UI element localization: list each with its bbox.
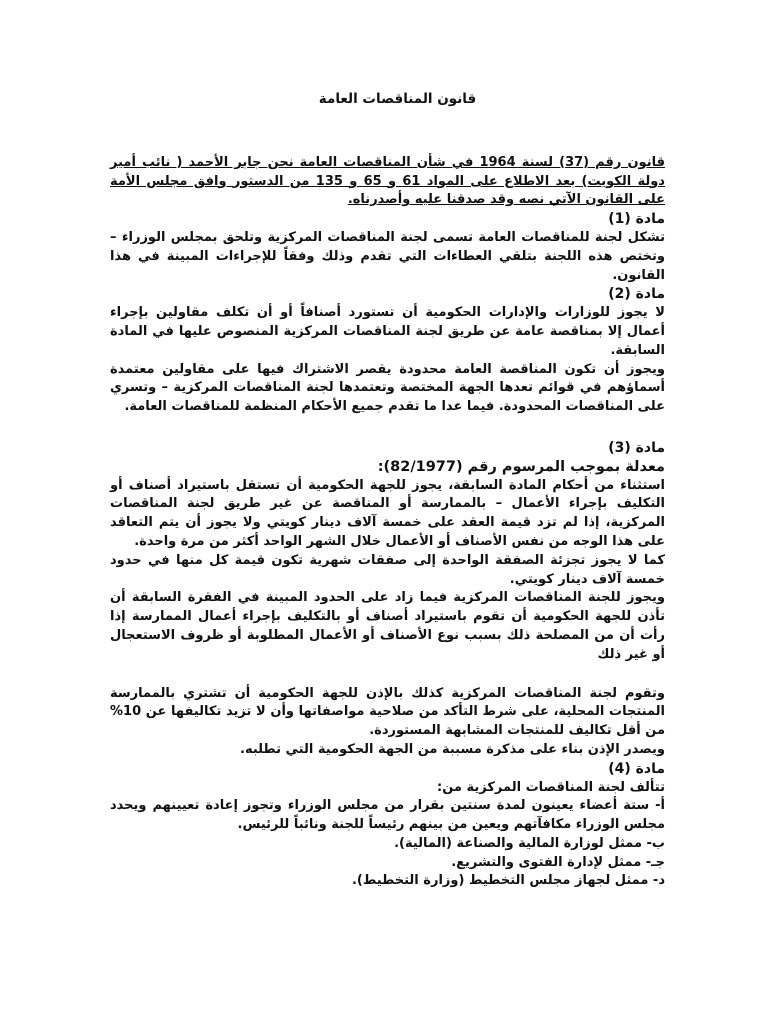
article-4-item: جـ- ممثل لإدارة الفتوى والتشريع. <box>451 854 665 870</box>
article-4-item: أ- ستة أعضاء يعينون لمدة سنتين بقرار من مجلس الوزراء وتجوز إعادة تعيينهم ويحدد مجلس الوزراء مكافآتهم ويعين من بينهم رئيساً للجنة ونائباً للرئيس. <box>110 798 665 833</box>
spacer <box>110 665 665 685</box>
document-page <box>110 90 665 891</box>
article-4-item: ب- ممثل لوزارة المالية والصناعة (المالية). <box>394 835 665 851</box>
article-3-paragraph: استثناء من أحكام المادة السابقة، يجوز للجهة الحكومية أن تستقل باستيراد أصناف أو التكليف بإجراء الأعمال – بالممارسة أو المناقصة عن غير طريق لجنة المناقصات المركزية، إذا لم تزد قيمة العقد على خمسة آلاف دينار كويتي ولا يجوز أن يتم التعاقد على هذا الوجه من نفس الأصناف أو الأعمال خلال الشهر الواحد أكثر من مرة واحدة. <box>110 477 665 549</box>
spacer <box>110 417 665 439</box>
law-preamble: قانون رقم (37) لسنة 1964 في شأن المناقصات العامة نحن جابر الأحمد ( نائب أمير دولة الكويت) بعد الاطلاع على المواد 61 و 65 و 135 من الدستور وافق مجلس الأمة على القانون الآتي نصه وقد صدقنا عليه وأصدرناه. <box>110 154 665 208</box>
article-4-item: د- ممثل لجهاز مجلس التخطيط (وزارة التخطيط). <box>351 873 665 889</box>
article-1-heading: مادة (1) <box>608 211 665 228</box>
article-2-heading: مادة (2) <box>608 286 665 303</box>
article-3-heading: مادة (3) <box>608 439 665 456</box>
article-4-intro: تتألف لجنة المناقصات المركزية من: <box>437 779 665 795</box>
article-2-paragraph: لا يجوز للوزارات والإدارات الحكومية أن تستورد أصنافاً أو أن تكلف مقاولين بإجراء أعمال إلا بمناقصة عامة عن طريق لجنة المناقصات المركزية المنصوص عليها في المادة السابقة. <box>110 305 665 358</box>
article-3-paragraph: ويصدر الإذن بناء على مذكرة مسببة من الجهة الحكومية التي تطلبه. <box>240 741 665 757</box>
article-4-heading: مادة (4) <box>608 760 665 777</box>
article-3-paragraph: وتقوم لجنة المناقصات المركزية كذلك بالإذن للجهة الحكومية أن تشتري بالممارسة المنتجات المحلية، على شرط التأكد من صلاحية مواصفاتها وأن لا تزيد تكاليفها عن 10% من أقل تكاليف للمنتجات المشابهة المستوردة. <box>110 685 665 739</box>
article-3-paragraph: كما لا يجوز تجزئة الصفقة الواحدة إلى صفقات شهرية تكون قيمة كل منها في حدود خمسة آلاف دينار كويتي. <box>110 552 665 587</box>
article-3-amendment-note: معدلة بموجب المرسوم رقم (82/1977): <box>377 458 665 475</box>
document-title: قانون المناقصات العامة <box>318 91 477 107</box>
article-1-paragraph: تشكل لجنة للمناقصات العامة تسمى لجنة المناقصات المركزية وتلحق بمجلس الوزراء – وتختص هذه اللجنة بتلقي العطاءات التي تقدم وذلك وفقاً للإجراءات المبينة في هذا القانون. <box>110 229 665 283</box>
article-3-paragraph: ويجوز للجنة المناقصات المركزية فيما زاد على الحدود المبينة في الفقرة السابقة أن تأذن للجهة الحكومية أن تقوم باستيراد أصناف أو بالتكليف بإجراء أعمال الممارسة إذا رأت أن من المصلحة ذلك بسبب نوع الأصناف أو الأعمال المطلوبة أو ظروف الاستعجال أو غير ذلك <box>110 590 665 662</box>
article-2-paragraph: ويجوز أن تكون المناقصة العامة محدودة يقصر الاشتراك فيها على مقاولين معتمدة أسماؤهم في قوائم تعدها الجهة المختصة وتعتمدها لجنة المناقصات المركزية – وتسري على المناقصات المحدودة. فيما عدا ما تقدم جميع الأحكام المنظمة للمناقصات العامة. <box>110 361 665 415</box>
